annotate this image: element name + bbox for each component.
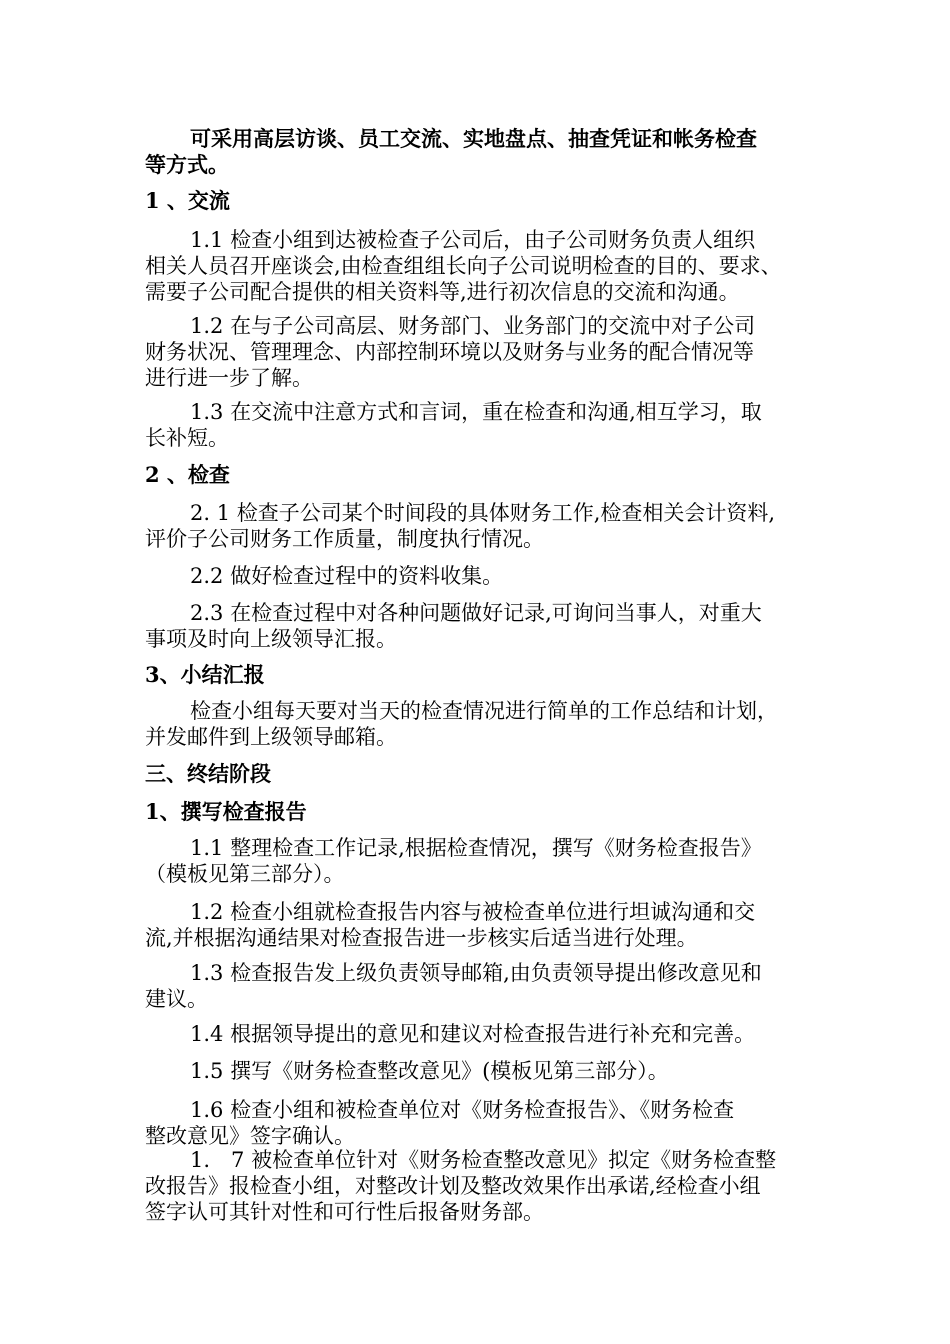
- section-3-heading: 3、小结汇报: [145, 662, 265, 687]
- paragraph-line: 1.2 检查小组就检查报告内容与被检查单位进行坦诚沟通和交: [190, 900, 756, 924]
- paragraph-line: 改报告》报检查小组，对整改计划及整改效果作出承诺,经检查小组: [145, 1174, 761, 1198]
- stage-3-heading: 三、终结阶段: [145, 761, 271, 786]
- paragraph-1-1: [145, 227, 815, 305]
- paragraph-s1-2: [145, 899, 815, 951]
- paragraph-line: 1.3 在交流中注意方式和言词，重在检查和沟通,相互学习，取: [190, 400, 762, 424]
- paragraph-line: 建议。: [145, 987, 208, 1011]
- intro-line-1: 可采用高层访谈、员工交流、实地盘点、抽查凭证和帐务检查: [190, 126, 757, 151]
- paragraph-s1-5: [145, 1058, 815, 1084]
- paragraph-line: 流,并根据沟通结果对检查报告进一步核实后适当进行处理。: [145, 926, 698, 950]
- paragraph-line: 2. 1 检查子公司某个时间段的具体财务工作,检查相关会计资料,: [190, 501, 776, 525]
- section-2-heading: 2 、检查: [145, 462, 230, 487]
- intro-line-2: 等方式。: [145, 152, 229, 177]
- paragraph-line: 1.1 整理检查工作记录,根据检查情况，撰写《财务检查报告》: [190, 836, 762, 860]
- section-1-heading: 1 、交流: [145, 188, 230, 213]
- paragraph-line: 并发邮件到上级领导邮箱。: [145, 725, 397, 749]
- paragraph-line: 1.5 撰写《财务检查整改意见》(模板见第三部分）。: [190, 1059, 669, 1083]
- paragraph-2-3: [145, 600, 815, 652]
- paragraph-line: 长补短。: [145, 426, 229, 450]
- paragraph-line: （模板见第三部分）。: [145, 862, 345, 886]
- paragraph-s1-4: [145, 1021, 815, 1047]
- paragraph-line: 1.2 在与子公司高层、财务部门、业务部门的交流中对子公司: [190, 314, 756, 338]
- paragraph-s1-3: [145, 960, 815, 1012]
- paragraph-line: 2.2 做好检查过程中的资料收集。: [190, 564, 504, 588]
- paragraph-1-3: [145, 399, 815, 451]
- paragraph-line: 2.3 在检查过程中对各种问题做好记录,可询问当事人，对重大: [190, 601, 762, 625]
- paragraph-s1-6: [145, 1097, 815, 1149]
- paragraph-line: 检查小组每天要对当天的检查情况进行简单的工作总结和计划，: [190, 699, 778, 723]
- paragraph-line: 评价子公司财务工作质量，制度执行情况。: [145, 527, 544, 551]
- paragraph-line: 1.3 检查报告发上级负责领导邮箱,由负责领导提出修改意见和: [190, 961, 762, 985]
- paragraph-3: [145, 698, 815, 750]
- paragraph-2-1: [145, 500, 815, 552]
- paragraph-2-2: [145, 563, 815, 589]
- paragraph-s1-1: [145, 835, 815, 887]
- subsection-1-heading: 1、撰写检查报告: [145, 799, 307, 824]
- paragraph-line: 1.4 根据领导提出的意见和建议对检查报告进行补充和完善。: [190, 1022, 756, 1046]
- paragraph-line: 1. 7 被检查单位针对《财务检查整改意见》拟定《财务检查整: [190, 1148, 777, 1172]
- paragraph-line: 整改意见》签字确认。: [145, 1124, 355, 1148]
- paragraph-line: 需要子公司配合提供的相关资料等,进行初次信息的交流和沟通。: [145, 280, 740, 304]
- paragraph-line: 相关人员召开座谈会,由检查组组长向子公司说明检查的目的、要求、: [145, 254, 782, 278]
- paragraph-line: 进行进一步了解。: [145, 366, 313, 390]
- paragraph-s1-7: [145, 1147, 815, 1225]
- paragraph-line: 1.6 检查小组和被检查单位对《财务检查报告》、《财务检查: [190, 1098, 735, 1122]
- paragraph-line: 财务状况、管理理念、内部控制环境以及财务与业务的配合情况等: [145, 340, 754, 364]
- paragraph-1-2: [145, 313, 815, 391]
- paragraph-line: 签字认可其针对性和可行性后报备财务部。: [145, 1200, 544, 1224]
- paragraph-line: 事项及时向上级领导汇报。: [145, 627, 397, 651]
- paragraph-line: 1.1 检查小组到达被检查子公司后，由子公司财务负责人组织: [190, 228, 756, 252]
- intro-paragraph: [145, 126, 815, 178]
